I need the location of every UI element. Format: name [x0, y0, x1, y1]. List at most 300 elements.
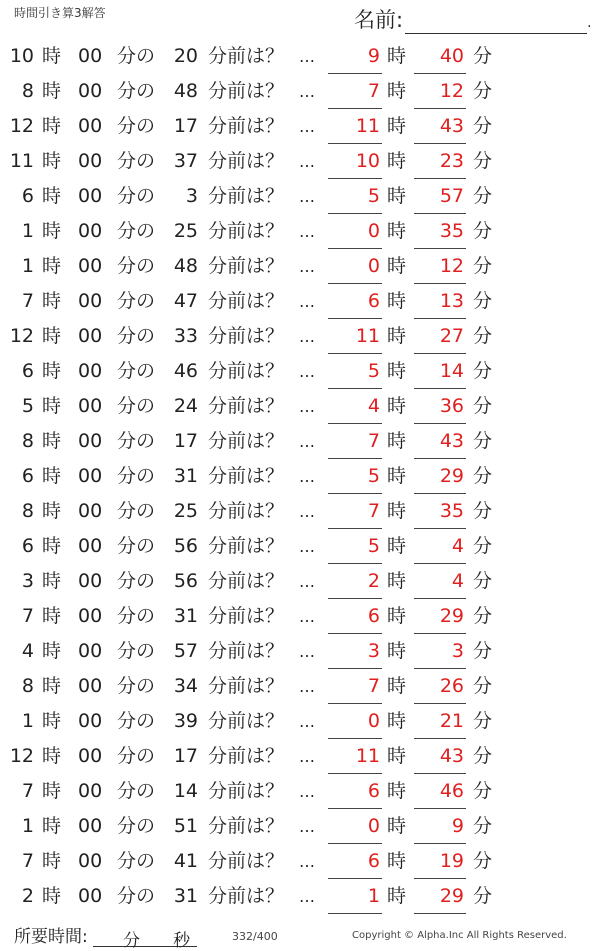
problem-row	[0, 879, 600, 914]
answer-minute-unit-label: 分	[473, 570, 493, 592]
answer-minute-unit-label: 分	[473, 80, 493, 102]
answer-minute-unit-label: 分	[473, 500, 493, 522]
hour-unit-label: 時	[42, 185, 62, 207]
answer-minute-field[interactable]: 36	[414, 389, 466, 424]
minute-of-label: 分の	[117, 465, 156, 487]
answer-minute-unit-label: 分	[473, 640, 493, 662]
answer-hour-unit-label: 時	[387, 255, 407, 277]
answer-minute-field[interactable]: 35	[414, 214, 466, 249]
minute-of-label: 分の	[117, 360, 156, 382]
hour-unit-label: 時	[42, 430, 62, 452]
problem-row	[0, 634, 600, 669]
minutes-before-label: 分前は？	[208, 325, 285, 347]
footer	[0, 916, 600, 951]
answer-hour-unit-label: 時	[387, 815, 407, 837]
problem-row	[0, 774, 600, 809]
minute-of-label: 分の	[117, 80, 156, 102]
answer-minute-field[interactable]: 4	[414, 564, 466, 599]
answer-minute-unit-label: 分	[473, 745, 493, 767]
hour-value: 6	[21, 185, 34, 207]
zero-minute-value: 00	[78, 115, 103, 137]
answer-minute-unit-label: 分	[473, 185, 493, 207]
answer-minute-unit-label: 分	[473, 815, 493, 837]
hour-unit-label: 時	[42, 220, 62, 242]
answer-minute-unit-label: 分	[473, 360, 493, 382]
hour-unit-label: 時	[42, 710, 62, 732]
ellipsis-mark: …	[299, 537, 315, 556]
minutes-before-label: 分前は？	[208, 605, 285, 627]
minute-of-label: 分の	[117, 395, 156, 417]
minutes-before-label: 分前は？	[208, 430, 285, 452]
hour-value: 3	[21, 570, 34, 592]
ellipsis-mark: …	[299, 117, 315, 136]
zero-minute-value: 00	[78, 745, 103, 767]
minutes-before-value: 48	[173, 255, 198, 277]
hour-unit-label: 時	[42, 535, 62, 557]
ellipsis-mark: …	[299, 257, 315, 276]
minutes-before-value: 14	[173, 780, 198, 802]
answer-hour-unit-label: 時	[387, 430, 407, 452]
minutes-before-label: 分前は？	[208, 80, 285, 102]
problem-row	[0, 459, 600, 494]
ellipsis-mark: …	[299, 82, 315, 101]
hour-unit-label: 時	[42, 150, 62, 172]
hour-unit-label: 時	[42, 115, 62, 137]
answer-hour-unit-label: 時	[387, 675, 407, 697]
zero-minute-value: 00	[78, 780, 103, 802]
hour-value: 7	[21, 850, 34, 872]
minute-of-label: 分の	[117, 185, 156, 207]
minute-of-label: 分の	[117, 605, 156, 627]
zero-minute-value: 00	[78, 255, 103, 277]
minutes-before-value: 37	[173, 150, 198, 172]
minutes-before-value: 57	[173, 640, 198, 662]
answer-hour-field[interactable]: 5	[328, 529, 382, 564]
problem-row	[0, 494, 600, 529]
problem-row	[0, 599, 600, 634]
problem-row	[0, 249, 600, 284]
answer-minute-unit-label: 分	[473, 395, 493, 417]
minutes-before-label: 分前は？	[208, 185, 285, 207]
minute-of-label: 分の	[117, 325, 156, 347]
answer-minute-unit-label: 分	[473, 430, 493, 452]
minute-of-label: 分の	[117, 255, 156, 277]
ellipsis-mark: …	[299, 747, 315, 766]
minutes-before-label: 分前は？	[208, 815, 285, 837]
zero-minute-value: 00	[78, 885, 103, 907]
answer-hour-unit-label: 時	[387, 80, 407, 102]
minute-of-label: 分の	[117, 430, 156, 452]
minutes-before-value: 56	[173, 570, 198, 592]
hour-unit-label: 時	[42, 325, 62, 347]
problem-row	[0, 704, 600, 739]
answer-hour-unit-label: 時	[387, 360, 407, 382]
ellipsis-mark: …	[299, 817, 315, 836]
minutes-before-label: 分前は？	[208, 220, 285, 242]
hour-value: 5	[21, 395, 34, 417]
answer-hour-unit-label: 時	[387, 885, 407, 907]
answer-hour-field[interactable]: 7	[328, 74, 382, 109]
minutes-before-value: 17	[173, 115, 198, 137]
name-field[interactable]	[354, 4, 592, 34]
minutes-before-value: 20	[173, 45, 198, 67]
zero-minute-value: 00	[78, 325, 103, 347]
hour-value: 7	[21, 605, 34, 627]
minute-of-label: 分の	[117, 745, 156, 767]
answer-hour-unit-label: 時	[387, 290, 407, 312]
hour-value: 7	[21, 780, 34, 802]
answer-minute-field[interactable]: 29	[414, 599, 466, 634]
answer-hour-field[interactable]: 11	[328, 319, 382, 354]
minute-of-label: 分の	[117, 675, 156, 697]
answer-minute-unit-label: 分	[473, 465, 493, 487]
zero-minute-value: 00	[78, 395, 103, 417]
ellipsis-mark: …	[299, 502, 315, 521]
hour-value: 10	[9, 45, 34, 67]
answer-minute-field[interactable]: 12	[414, 74, 466, 109]
answer-hour-field[interactable]: 1	[328, 879, 382, 914]
answer-minute-unit-label: 分	[473, 325, 493, 347]
minute-of-label: 分の	[117, 115, 156, 137]
zero-minute-value: 00	[78, 570, 103, 592]
answer-hour-unit-label: 時	[387, 500, 407, 522]
minutes-before-value: 31	[173, 465, 198, 487]
answer-minute-field[interactable]: 27	[414, 319, 466, 354]
minute-of-label: 分の	[117, 150, 156, 172]
zero-minute-value: 00	[78, 500, 103, 522]
minutes-before-value: 31	[173, 885, 198, 907]
problem-row	[0, 144, 600, 179]
minute-of-label: 分の	[117, 815, 156, 837]
answer-minute-unit-label: 分	[473, 780, 493, 802]
hour-unit-label: 時	[42, 640, 62, 662]
answer-minute-field[interactable]: 3	[414, 634, 466, 669]
hour-value: 12	[9, 745, 34, 767]
zero-minute-value: 00	[78, 185, 103, 207]
zero-minute-value: 00	[78, 290, 103, 312]
answer-minute-field[interactable]: 4	[414, 529, 466, 564]
ellipsis-mark: …	[299, 677, 315, 696]
answer-hour-field[interactable]: 3	[328, 634, 382, 669]
minute-of-label: 分の	[117, 885, 156, 907]
answer-hour-field[interactable]: 6	[328, 844, 382, 879]
name-label: 名前:	[354, 8, 404, 32]
minutes-before-value: 34	[173, 675, 198, 697]
ellipsis-mark: …	[299, 222, 315, 241]
minutes-before-label: 分前は？	[208, 675, 285, 697]
minute-of-label: 分の	[117, 570, 156, 592]
hour-unit-label: 時	[42, 360, 62, 382]
problem-row	[0, 669, 600, 704]
zero-minute-value: 00	[78, 80, 103, 102]
zero-minute-value: 00	[78, 640, 103, 662]
answer-minute-field[interactable]: 19	[414, 844, 466, 879]
zero-minute-value: 00	[78, 150, 103, 172]
answer-hour-unit-label: 時	[387, 150, 407, 172]
hour-value: 7	[21, 290, 34, 312]
hour-value: 4	[21, 640, 34, 662]
answer-minute-field[interactable]: 29	[414, 879, 466, 914]
hour-unit-label: 時	[42, 255, 62, 277]
minutes-before-value: 56	[173, 535, 198, 557]
minutes-before-value: 47	[173, 290, 198, 312]
answer-minute-field[interactable]: 29	[414, 459, 466, 494]
minutes-before-label: 分前は？	[208, 885, 285, 907]
ellipsis-mark: …	[299, 887, 315, 906]
answer-minute-unit-label: 分	[473, 605, 493, 627]
problem-row	[0, 39, 600, 74]
minutes-before-value: 33	[173, 325, 198, 347]
answer-hour-field[interactable]: 7	[328, 424, 382, 459]
ellipsis-mark: …	[299, 467, 315, 486]
hour-value: 2	[21, 885, 34, 907]
answer-hour-field[interactable]: 5	[328, 354, 382, 389]
hour-value: 1	[21, 815, 34, 837]
minutes-before-value: 17	[173, 745, 198, 767]
minute-unit-label: 分	[123, 931, 141, 951]
minutes-before-label: 分前は？	[208, 45, 285, 67]
zero-minute-value: 00	[78, 815, 103, 837]
required-time-label: 所要時間:	[14, 927, 88, 947]
hour-unit-label: 時	[42, 815, 62, 837]
answer-minute-unit-label: 分	[473, 115, 493, 137]
ellipsis-mark: …	[299, 187, 315, 206]
answer-hour-unit-label: 時	[387, 745, 407, 767]
ellipsis-mark: …	[299, 572, 315, 591]
answer-minute-unit-label: 分	[473, 710, 493, 732]
answer-minute-unit-label: 分	[473, 150, 493, 172]
minutes-before-label: 分前は？	[208, 360, 285, 382]
answer-minute-unit-label: 分	[473, 675, 493, 697]
hour-value: 1	[21, 710, 34, 732]
answer-hour-unit-label: 時	[387, 605, 407, 627]
answer-hour-unit-label: 時	[387, 535, 407, 557]
answer-hour-unit-label: 時	[387, 640, 407, 662]
answer-minute-field[interactable]: 14	[414, 354, 466, 389]
minutes-before-label: 分前は？	[208, 850, 285, 872]
zero-minute-value: 00	[78, 535, 103, 557]
answer-hour-unit-label: 時	[387, 45, 407, 67]
minutes-before-label: 分前は？	[208, 710, 285, 732]
zero-minute-value: 00	[78, 850, 103, 872]
hour-unit-label: 時	[42, 570, 62, 592]
answer-minute-unit-label: 分	[473, 45, 493, 67]
ellipsis-mark: …	[299, 607, 315, 626]
answer-hour-field[interactable]: 0	[328, 809, 382, 844]
minutes-before-value: 51	[173, 815, 198, 837]
answer-minute-field[interactable]: 43	[414, 739, 466, 774]
hour-unit-label: 時	[42, 80, 62, 102]
answer-minute-field[interactable]: 12	[414, 249, 466, 284]
answer-hour-field[interactable]: 9	[328, 39, 382, 74]
hour-unit-label: 時	[42, 850, 62, 872]
worksheet-title: 時間引き算3解答	[14, 6, 106, 20]
minute-of-label: 分の	[117, 500, 156, 522]
hour-value: 6	[21, 360, 34, 382]
hour-value: 6	[21, 535, 34, 557]
minute-of-label: 分の	[117, 45, 156, 67]
answer-hour-unit-label: 時	[387, 850, 407, 872]
answer-minute-unit-label: 分	[473, 255, 493, 277]
answer-hour-unit-label: 時	[387, 185, 407, 207]
problem-row	[0, 389, 600, 424]
minutes-before-label: 分前は？	[208, 570, 285, 592]
hour-unit-label: 時	[42, 745, 62, 767]
answer-minute-field[interactable]: 43	[414, 424, 466, 459]
minutes-before-label: 分前は？	[208, 640, 285, 662]
hour-unit-label: 時	[42, 780, 62, 802]
answer-minute-field[interactable]: 57	[414, 179, 466, 214]
hour-value: 6	[21, 465, 34, 487]
zero-minute-value: 00	[78, 710, 103, 732]
hour-value: 8	[21, 500, 34, 522]
answer-hour-unit-label: 時	[387, 220, 407, 242]
hour-value: 1	[21, 255, 34, 277]
hour-unit-label: 時	[42, 395, 62, 417]
zero-minute-value: 00	[78, 360, 103, 382]
minutes-before-value: 25	[173, 500, 198, 522]
problem-row	[0, 214, 600, 249]
answer-minute-field[interactable]: 23	[414, 144, 466, 179]
page-number: 332/400	[232, 930, 278, 943]
hour-unit-label: 時	[42, 500, 62, 522]
ellipsis-mark: …	[299, 782, 315, 801]
hour-value: 8	[21, 430, 34, 452]
minutes-before-label: 分前は？	[208, 500, 285, 522]
minute-of-label: 分の	[117, 535, 156, 557]
minute-of-label: 分の	[117, 710, 156, 732]
ellipsis-mark: …	[299, 432, 315, 451]
ellipsis-mark: …	[299, 327, 315, 346]
zero-minute-value: 00	[78, 465, 103, 487]
minutes-before-value: 31	[173, 605, 198, 627]
answer-minute-unit-label: 分	[473, 850, 493, 872]
minutes-before-value: 24	[173, 395, 198, 417]
minutes-before-label: 分前は？	[208, 255, 285, 277]
problem-row	[0, 844, 600, 879]
problem-row	[0, 809, 600, 844]
minute-of-label: 分の	[117, 220, 156, 242]
answer-minute-field[interactable]: 35	[414, 494, 466, 529]
hour-unit-label: 時	[42, 675, 62, 697]
answer-minute-field[interactable]: 21	[414, 704, 466, 739]
zero-minute-value: 00	[78, 430, 103, 452]
minute-of-label: 分の	[117, 290, 156, 312]
answer-hour-field[interactable]: 2	[328, 564, 382, 599]
answer-hour-field[interactable]: 6	[328, 774, 382, 809]
zero-minute-value: 00	[78, 45, 103, 67]
ellipsis-mark: …	[299, 362, 315, 381]
problem-row	[0, 529, 600, 564]
answer-minute-field[interactable]: 46	[414, 774, 466, 809]
answer-hour-unit-label: 時	[387, 325, 407, 347]
hour-value: 12	[9, 115, 34, 137]
problem-row	[0, 424, 600, 459]
copyright-text: Copyright © Alpha.Inc All Rights Reserved.	[352, 930, 567, 941]
problem-row	[0, 109, 600, 144]
answer-hour-field[interactable]: 0	[328, 214, 382, 249]
minutes-before-label: 分前は？	[208, 465, 285, 487]
answer-hour-unit-label: 時	[387, 780, 407, 802]
answer-hour-unit-label: 時	[387, 465, 407, 487]
minutes-before-value: 46	[173, 360, 198, 382]
answer-hour-field[interactable]: 6	[328, 599, 382, 634]
minutes-before-label: 分前は？	[208, 745, 285, 767]
problem-row	[0, 284, 600, 319]
answer-hour-unit-label: 時	[387, 710, 407, 732]
answer-hour-field[interactable]: 4	[328, 389, 382, 424]
answer-minute-unit-label: 分	[473, 535, 493, 557]
minutes-before-label: 分前は？	[208, 150, 285, 172]
minutes-before-value: 3	[185, 185, 198, 207]
problem-row	[0, 354, 600, 389]
required-time-blank[interactable]	[93, 926, 197, 951]
answer-hour-field[interactable]: 5	[328, 179, 382, 214]
ellipsis-mark: …	[299, 642, 315, 661]
answer-hour-field[interactable]: 5	[328, 459, 382, 494]
hour-unit-label: 時	[42, 45, 62, 67]
answer-hour-unit-label: 時	[387, 115, 407, 137]
answer-hour-field[interactable]: 7	[328, 669, 382, 704]
answer-hour-field[interactable]: 6	[328, 284, 382, 319]
problem-row	[0, 74, 600, 109]
answer-minute-unit-label: 分	[473, 220, 493, 242]
minutes-before-label: 分前は？	[208, 535, 285, 557]
name-end-mark: .	[587, 15, 592, 31]
ellipsis-mark: …	[299, 712, 315, 731]
problem-row	[0, 564, 600, 599]
answer-minute-field[interactable]: 13	[414, 284, 466, 319]
second-unit-label: 秒	[173, 931, 191, 951]
answer-minute-field[interactable]: 9	[414, 809, 466, 844]
minutes-before-value: 25	[173, 220, 198, 242]
answer-minute-field[interactable]: 40	[414, 39, 466, 74]
ellipsis-mark: …	[299, 47, 315, 66]
answer-minute-field[interactable]: 43	[414, 109, 466, 144]
hour-unit-label: 時	[42, 885, 62, 907]
minutes-before-label: 分前は？	[208, 395, 285, 417]
minutes-before-value: 48	[173, 80, 198, 102]
answer-hour-field[interactable]: 11	[328, 739, 382, 774]
problem-row	[0, 179, 600, 214]
ellipsis-mark: …	[299, 397, 315, 416]
minutes-before-value: 41	[173, 850, 198, 872]
answer-hour-field[interactable]: 0	[328, 704, 382, 739]
answer-hour-field[interactable]: 11	[328, 109, 382, 144]
hour-value: 8	[21, 80, 34, 102]
answer-hour-unit-label: 時	[387, 395, 407, 417]
answer-hour-field[interactable]: 0	[328, 249, 382, 284]
answer-minute-field[interactable]: 26	[414, 669, 466, 704]
hour-value: 12	[9, 325, 34, 347]
zero-minute-value: 00	[78, 220, 103, 242]
problem-row	[0, 319, 600, 354]
answer-hour-field[interactable]: 10	[328, 144, 382, 179]
minutes-before-value: 39	[173, 710, 198, 732]
ellipsis-mark: …	[299, 852, 315, 871]
answer-hour-unit-label: 時	[387, 570, 407, 592]
minutes-before-label: 分前は？	[208, 780, 285, 802]
name-blank-line[interactable]	[405, 11, 587, 34]
zero-minute-value: 00	[78, 605, 103, 627]
answer-hour-field[interactable]: 7	[328, 494, 382, 529]
minute-of-label: 分の	[117, 780, 156, 802]
answer-minute-unit-label: 分	[473, 290, 493, 312]
hour-unit-label: 時	[42, 605, 62, 627]
problem-list	[0, 39, 600, 914]
hour-value: 11	[9, 150, 34, 172]
minutes-before-label: 分前は？	[208, 290, 285, 312]
